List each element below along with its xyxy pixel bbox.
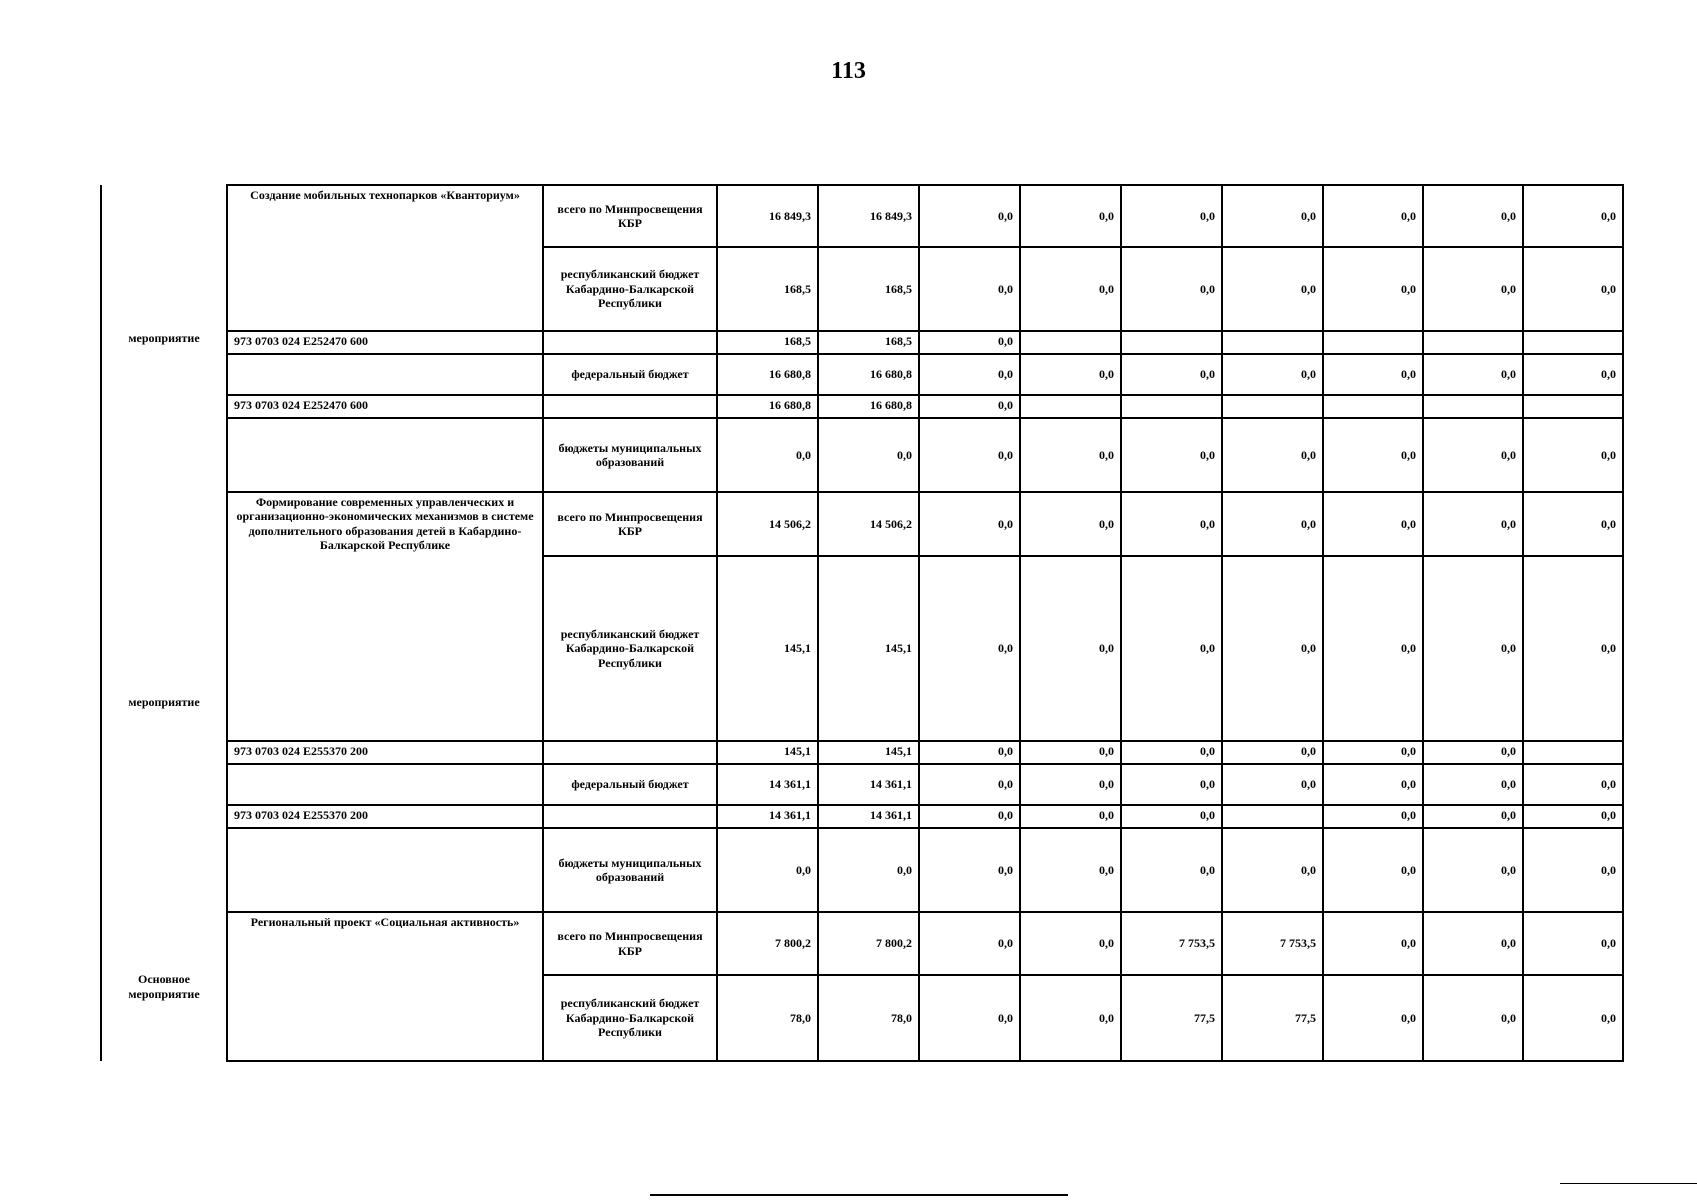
- amount-cell: 0,0: [1222, 764, 1323, 805]
- amount-cell: 0,0: [1222, 828, 1323, 912]
- source-row: [101, 418, 1623, 492]
- funding-source: бюджеты муниципальных образований: [543, 828, 717, 912]
- activity-name: Создание мобильных технопарков «Кванториум»: [227, 185, 543, 331]
- code-row: [101, 741, 1623, 764]
- amount-cell: 0,0: [1121, 492, 1222, 556]
- amount-cell: 0,0: [1323, 247, 1423, 331]
- amount-cell: 0,0: [1523, 418, 1623, 492]
- amount-cell: 0,0: [1423, 185, 1523, 247]
- amount-cell: [1323, 331, 1423, 354]
- source-row: [101, 764, 1623, 805]
- amount-cell: 145,1: [717, 556, 818, 741]
- amount-cell: 0,0: [1020, 805, 1121, 828]
- budget-code: [227, 354, 543, 395]
- amount-cell: 0,0: [919, 354, 1020, 395]
- amount-cell: 0,0: [1222, 418, 1323, 492]
- budget-code: 973 0703 024 E255370 200: [227, 741, 543, 764]
- code-row: [101, 395, 1623, 418]
- amount-cell: 0,0: [1222, 185, 1323, 247]
- amount-cell: 168,5: [717, 331, 818, 354]
- amount-cell: 0,0: [1523, 556, 1623, 741]
- source-row: [101, 354, 1623, 395]
- amount-cell: 77,5: [1222, 975, 1323, 1061]
- amount-cell: 0,0: [1121, 741, 1222, 764]
- amount-cell: 0,0: [1423, 354, 1523, 395]
- budget-code: 973 0703 024 E252470 600: [227, 331, 543, 354]
- amount-cell: 16 680,8: [818, 395, 919, 418]
- amount-cell: [1121, 395, 1222, 418]
- amount-cell: 0,0: [919, 185, 1020, 247]
- amount-cell: 16 849,3: [717, 185, 818, 247]
- amount-cell: 14 506,2: [818, 492, 919, 556]
- amount-cell: 0,0: [1323, 556, 1423, 741]
- amount-cell: 14 361,1: [717, 805, 818, 828]
- amount-cell: [1222, 331, 1323, 354]
- amount-cell: 0,0: [919, 247, 1020, 331]
- amount-cell: 0,0: [1323, 805, 1423, 828]
- funding-source: всего по Минпросвещения КБР: [543, 912, 717, 975]
- amount-cell: 16 849,3: [818, 185, 919, 247]
- amount-cell: 0,0: [1020, 354, 1121, 395]
- amount-cell: 0,0: [1323, 492, 1423, 556]
- source-row: [101, 185, 1623, 247]
- amount-cell: [1020, 395, 1121, 418]
- amount-cell: 0,0: [717, 828, 818, 912]
- code-row: [101, 331, 1623, 354]
- amount-cell: [1323, 395, 1423, 418]
- amount-cell: 7 753,5: [1121, 912, 1222, 975]
- funding-source: бюджеты муниципальных образований: [543, 418, 717, 492]
- source-row: [101, 492, 1623, 556]
- amount-cell: 0,0: [1423, 975, 1523, 1061]
- amount-cell: 0,0: [1222, 354, 1323, 395]
- amount-cell: 0,0: [1222, 247, 1323, 331]
- amount-cell: 0,0: [1222, 556, 1323, 741]
- amount-cell: 0,0: [1323, 764, 1423, 805]
- amount-cell: 0,0: [1020, 912, 1121, 975]
- amount-cell: 14 361,1: [818, 764, 919, 805]
- budget-table-body: [101, 185, 1623, 1061]
- budget-table: [100, 184, 1624, 1062]
- amount-cell: 0,0: [919, 764, 1020, 805]
- amount-cell: [1121, 331, 1222, 354]
- amount-cell: 0,0: [1523, 805, 1623, 828]
- amount-cell: 0,0: [1020, 492, 1121, 556]
- amount-cell: 0,0: [1523, 912, 1623, 975]
- funding-source: федеральный бюджет: [543, 354, 717, 395]
- amount-cell: 0,0: [1121, 764, 1222, 805]
- amount-cell: 78,0: [717, 975, 818, 1061]
- amount-cell: 0,0: [1423, 556, 1523, 741]
- amount-cell: 16 680,8: [717, 354, 818, 395]
- amount-cell: 7 800,2: [717, 912, 818, 975]
- footer-line-right: [1560, 1183, 1697, 1184]
- activity-type: мероприятие: [101, 492, 227, 912]
- amount-cell: 0,0: [919, 331, 1020, 354]
- amount-cell: 0,0: [1323, 185, 1423, 247]
- amount-cell: [1523, 741, 1623, 764]
- amount-cell: 0,0: [818, 828, 919, 912]
- source-row: [101, 828, 1623, 912]
- amount-cell: 0,0: [1121, 354, 1222, 395]
- amount-cell: 0,0: [1323, 912, 1423, 975]
- activity-name: Региональный проект «Социальная активность»: [227, 912, 543, 1061]
- amount-cell: 145,1: [818, 556, 919, 741]
- page-number: 113: [831, 58, 866, 84]
- funding-source: республиканский бюджет Кабардино-Балкарской Республики: [543, 975, 717, 1061]
- amount-cell: 0,0: [1423, 764, 1523, 805]
- amount-cell: 0,0: [1222, 492, 1323, 556]
- amount-cell: 0,0: [1121, 805, 1222, 828]
- amount-cell: 0,0: [919, 556, 1020, 741]
- footer-line-left: [650, 1194, 1068, 1196]
- amount-cell: [1222, 395, 1323, 418]
- amount-cell: 7 753,5: [1222, 912, 1323, 975]
- amount-cell: 0,0: [1423, 828, 1523, 912]
- activity-name: Формирование современных управленческих и организационно-экономических механизмов в системе дополнительного образования детей в Кабардино-Балкарской Республике: [227, 492, 543, 741]
- amount-cell: 0,0: [1020, 975, 1121, 1061]
- amount-cell: [1222, 805, 1323, 828]
- amount-cell: 0,0: [919, 975, 1020, 1061]
- amount-cell: [1423, 395, 1523, 418]
- amount-cell: 145,1: [818, 741, 919, 764]
- amount-cell: 7 800,2: [818, 912, 919, 975]
- funding-source: [543, 805, 717, 828]
- amount-cell: 0,0: [818, 418, 919, 492]
- amount-cell: 0,0: [919, 492, 1020, 556]
- amount-cell: 168,5: [717, 247, 818, 331]
- amount-cell: 0,0: [1523, 185, 1623, 247]
- amount-cell: 0,0: [1523, 247, 1623, 331]
- amount-cell: 0,0: [1523, 492, 1623, 556]
- amount-cell: 0,0: [1020, 764, 1121, 805]
- amount-cell: 14 361,1: [818, 805, 919, 828]
- budget-code: [227, 828, 543, 912]
- funding-source: республиканский бюджет Кабардино-Балкарской Республики: [543, 247, 717, 331]
- amount-cell: 78,0: [818, 975, 919, 1061]
- amount-cell: 0,0: [1423, 247, 1523, 331]
- amount-cell: 168,5: [818, 247, 919, 331]
- amount-cell: 0,0: [1020, 185, 1121, 247]
- amount-cell: 0,0: [919, 741, 1020, 764]
- amount-cell: 0,0: [1423, 741, 1523, 764]
- funding-source: федеральный бюджет: [543, 764, 717, 805]
- amount-cell: 0,0: [1121, 556, 1222, 741]
- amount-cell: [1423, 331, 1523, 354]
- amount-cell: 0,0: [919, 828, 1020, 912]
- activity-type: мероприятие: [101, 185, 227, 492]
- funding-source: всего по Минпросвещения КБР: [543, 492, 717, 556]
- amount-cell: 0,0: [1121, 185, 1222, 247]
- funding-source: [543, 741, 717, 764]
- amount-cell: 0,0: [1523, 354, 1623, 395]
- code-row: [101, 805, 1623, 828]
- amount-cell: 0,0: [1523, 764, 1623, 805]
- amount-cell: 0,0: [1121, 828, 1222, 912]
- amount-cell: 0,0: [1423, 912, 1523, 975]
- amount-cell: 0,0: [919, 912, 1020, 975]
- amount-cell: [1020, 331, 1121, 354]
- amount-cell: 145,1: [717, 741, 818, 764]
- amount-cell: 77,5: [1121, 975, 1222, 1061]
- amount-cell: 14 506,2: [717, 492, 818, 556]
- amount-cell: 0,0: [1020, 828, 1121, 912]
- amount-cell: 0,0: [919, 395, 1020, 418]
- amount-cell: 16 680,8: [717, 395, 818, 418]
- amount-cell: 0,0: [1423, 418, 1523, 492]
- amount-cell: 0,0: [1121, 418, 1222, 492]
- amount-cell: 0,0: [1323, 418, 1423, 492]
- activity-type: Основное мероприятие: [101, 912, 227, 1061]
- amount-cell: 0,0: [1423, 805, 1523, 828]
- funding-source: республиканский бюджет Кабардино-Балкарской Республики: [543, 556, 717, 741]
- budget-code: 973 0703 024 E255370 200: [227, 805, 543, 828]
- amount-cell: 0,0: [919, 805, 1020, 828]
- amount-cell: 0,0: [919, 418, 1020, 492]
- budget-code: [227, 418, 543, 492]
- amount-cell: 0,0: [717, 418, 818, 492]
- amount-cell: 14 361,1: [717, 764, 818, 805]
- amount-cell: 16 680,8: [818, 354, 919, 395]
- amount-cell: 0,0: [1323, 975, 1423, 1061]
- amount-cell: [1523, 331, 1623, 354]
- amount-cell: 168,5: [818, 331, 919, 354]
- budget-code: 973 0703 024 E252470 600: [227, 395, 543, 418]
- amount-cell: 0,0: [1020, 556, 1121, 741]
- funding-source: [543, 395, 717, 418]
- source-row: [101, 912, 1623, 975]
- budget-code: [227, 764, 543, 805]
- amount-cell: [1523, 395, 1623, 418]
- amount-cell: 0,0: [1121, 247, 1222, 331]
- amount-cell: 0,0: [1323, 828, 1423, 912]
- amount-cell: 0,0: [1523, 828, 1623, 912]
- amount-cell: 0,0: [1323, 354, 1423, 395]
- amount-cell: 0,0: [1423, 492, 1523, 556]
- amount-cell: 0,0: [1020, 247, 1121, 331]
- funding-source: всего по Минпросвещения КБР: [543, 185, 717, 247]
- amount-cell: 0,0: [1020, 418, 1121, 492]
- amount-cell: 0,0: [1222, 741, 1323, 764]
- amount-cell: 0,0: [1020, 741, 1121, 764]
- funding-source: [543, 331, 717, 354]
- amount-cell: 0,0: [1523, 975, 1623, 1061]
- amount-cell: 0,0: [1323, 741, 1423, 764]
